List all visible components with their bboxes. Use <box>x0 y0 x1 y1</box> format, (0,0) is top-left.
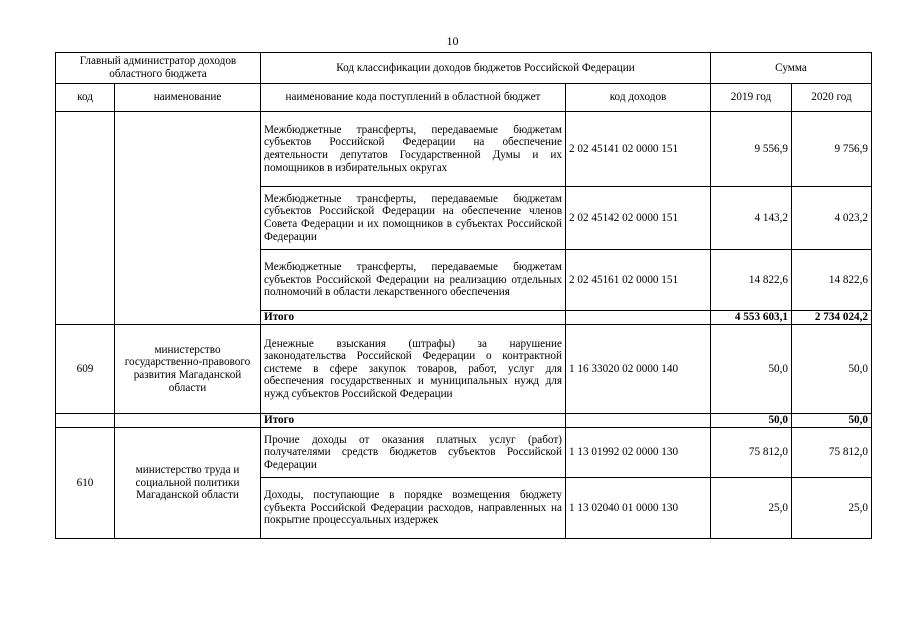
header-admin-group: Главный администратор доходов областного бюджета <box>56 53 261 84</box>
income-code: 2 02 45161 02 0000 151 <box>566 250 711 311</box>
table-row <box>56 428 872 478</box>
budget-revenue-table <box>55 52 872 539</box>
total-code-cell <box>566 311 711 325</box>
income-description: Межбюджетные трансферты, передаваемые бюджетам субъектов Российской Федерации на обеспечение членов Совета Федерации и их помощников в субъектах Российской Федерации <box>261 187 566 250</box>
amount-2020: 50,0 <box>792 325 872 414</box>
page-number: 10 <box>446 34 459 48</box>
header-code: код <box>56 84 115 112</box>
amount-2019: 4 143,2 <box>711 187 792 250</box>
income-code: 1 13 01992 02 0000 130 <box>566 428 711 478</box>
income-code: 1 16 33020 02 0000 140 <box>566 325 711 414</box>
header-name: наименование <box>115 84 261 112</box>
admin-name: министерство государственно-правового развития Магаданской области <box>115 325 261 414</box>
amount-2019: 9 556,9 <box>711 112 792 187</box>
admin-code: 609 <box>56 325 115 414</box>
income-code: 2 02 45142 02 0000 151 <box>566 187 711 250</box>
admin-code: 610 <box>56 428 115 539</box>
total-2020: 2 734 024,2 <box>792 311 872 325</box>
total-2019: 4 553 603,1 <box>711 311 792 325</box>
amount-2020: 9 756,9 <box>792 112 872 187</box>
total-label: Итого <box>261 414 566 428</box>
total-code-cell <box>566 414 711 428</box>
total-2020: 50,0 <box>792 414 872 428</box>
admin-name-cell <box>115 112 261 325</box>
amount-2019: 25,0 <box>711 478 792 539</box>
income-description: Межбюджетные трансферты, передаваемые бюджетам субъектов Российской Федерации на обеспечение деятельности депутатов Государственной Думы и их помощников в избирательных округах <box>261 112 566 187</box>
admin-code-cell <box>56 112 115 325</box>
income-code: 1 13 02040 01 0000 130 <box>566 478 711 539</box>
admin-name: министерство труда и социальной политики Магаданской области <box>115 428 261 539</box>
header-sum-group: Сумма <box>711 53 872 84</box>
header-classification-group: Код классификации доходов бюджетов Российской Федерации <box>261 53 711 84</box>
income-description: Доходы, поступающие в порядке возмещения бюджету субъекта Российской Федерации расходов, направленных на покрытие процессуальных издержек <box>261 478 566 539</box>
income-code: 2 02 45141 02 0000 151 <box>566 112 711 187</box>
income-description: Прочие доходы от оказания платных услуг (работ) получателями средств бюджетов субъектов Российской Федерации <box>261 428 566 478</box>
total-2019: 50,0 <box>711 414 792 428</box>
amount-2019: 14 822,6 <box>711 250 792 311</box>
header-2020: 2020 год <box>792 84 872 112</box>
table-row <box>56 112 872 187</box>
amount-2020: 14 822,6 <box>792 250 872 311</box>
total-row <box>56 414 872 428</box>
header-2019: 2019 год <box>711 84 792 112</box>
amount-2020: 4 023,2 <box>792 187 872 250</box>
header-income-name: наименование кода поступлений в областной бюджет <box>261 84 566 112</box>
amount-2020: 25,0 <box>792 478 872 539</box>
header-row-columns <box>56 84 872 112</box>
amount-2019: 75 812,0 <box>711 428 792 478</box>
income-description: Межбюджетные трансферты, передаваемые бюджетам субъектов Российской Федерации на реализацию отдельных полномочий в области лекарственного обеспечения <box>261 250 566 311</box>
table-row <box>56 325 872 414</box>
header-row-groups <box>56 53 872 84</box>
admin-name-cell <box>115 414 261 428</box>
total-label: Итого <box>261 311 566 325</box>
header-income-code: код доходов <box>566 84 711 112</box>
income-description: Денежные взыскания (штрафы) за нарушение законодательства Российской Федерации о контрактной системе в сфере закупок товаров, работ, услуг для обеспечения государственных и муниципальных нужд для нужд субъектов Российской Федерации <box>261 325 566 414</box>
amount-2020: 75 812,0 <box>792 428 872 478</box>
amount-2019: 50,0 <box>711 325 792 414</box>
admin-code-cell <box>56 414 115 428</box>
